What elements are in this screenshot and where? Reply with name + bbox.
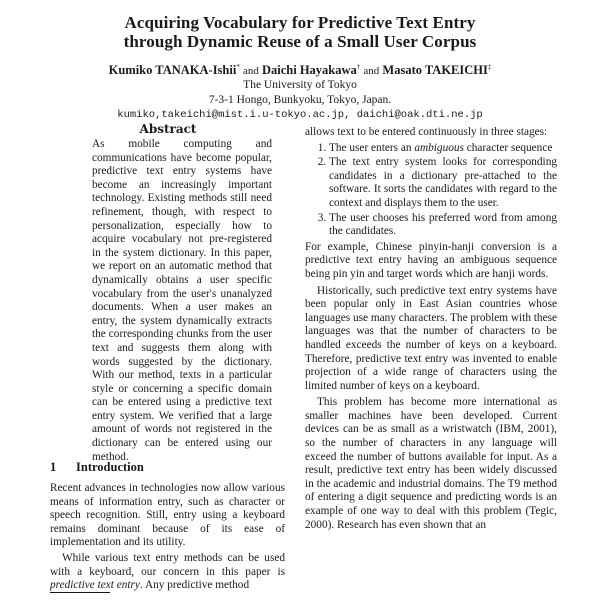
paragraph: allows text to be entered continuously in three stages: <box>305 126 548 138</box>
paper-title <box>0 13 600 51</box>
text-run: character sequence <box>463 141 553 154</box>
footnote-rule <box>50 592 110 593</box>
abstract-body: As mobile computing and communications have become popular, predictive text entry systems have become an increasingly important technology. Existing methods still need refinement, though, with respect to personalization, especially how to acquire vocabulary not pre-registered in the system dictionary. In this paper, we report on an automatic method that dynamically obtains a user specific vocabulary from the user's unanalyzed documents. When a user makes an entry, the system dynamically extracts the corresponding chunks from the user text and suggests them along with words suggested by the dictionary. With our method, texts in a particular style or concerning a specific domain can be entered using a predictive text entry system. We verified that a large amount of words not registered in the dictionary can be entered using our method. <box>92 138 272 463</box>
text-run: The text entry system looks for corresponding candidates in a dictionary pre-attached to the software. It sorts the candidates with regard to the context and displays them to the user. <box>329 156 557 209</box>
stage-list <box>305 142 557 239</box>
section-number: 1 <box>50 460 57 474</box>
text-run: The user chooses his preferred word from among the candidates. <box>329 211 557 238</box>
author-name: Daichi Hayakawa <box>261 63 357 78</box>
author-name: Kumiko TANAKA-Ishii <box>108 63 237 78</box>
emphasis: predictive text entry <box>50 579 140 592</box>
author-mark: * <box>236 63 240 71</box>
author-name: Masato TAKEICHI <box>382 63 488 78</box>
and-word: and <box>242 65 259 78</box>
author-mark: ‡ <box>487 63 492 71</box>
text-run: While various text entry methods can be used with a keyboard, our concern in this paper is <box>50 551 285 578</box>
and-word: and <box>363 65 380 78</box>
title-line-2: through Dynamic Reuse of a Small User Corpus <box>123 32 477 51</box>
section-heading <box>50 460 144 475</box>
list-item <box>329 156 557 210</box>
author-mark: † <box>356 63 361 71</box>
paragraph <box>50 552 285 593</box>
text-run: The user enters an <box>329 141 415 154</box>
paragraph: For example, Chinese pinyin-hanji conversion is a predictive text entry having an ambiguous sequence being pin yin and target words which are hanji words. <box>305 240 557 280</box>
list-item <box>329 142 557 156</box>
section-title: Introduction <box>76 460 144 474</box>
address: 7-3-1 Hongo, Bunkyoku, Tokyo, Japan. <box>208 94 392 107</box>
paper-header <box>0 0 600 123</box>
paragraph: Recent advances in technologies now allow various means of information entry, such as character or speech recognition. Still, entry using a keyboard remains dominant because of its ease of implementation and its utility. <box>50 482 285 549</box>
list-item <box>329 212 557 239</box>
paragraph: Historically, such predictive text entry systems have been popular only in East Asian countries whose languages use many characters. The problem with these languages was that the number of characters to be handled exceeds the number of keys on a keyboard. Therefore, predictive text entry was invented to enable projection of a wide range of characters using the limited number of keys on a keyboard. <box>305 284 558 392</box>
text-run: . Any predictive method <box>139 579 250 592</box>
title-line-1: Acquiring Vocabulary for Predictive Text Entry <box>124 13 476 32</box>
emails: kumiko,takeichi@mist.i.u-tokyo.ac.jp, daichi@oak.dti.ne.jp <box>117 109 483 122</box>
paragraph: This problem has become more international as smaller machines have been developed. Current devices can be as small as a wristwatch (IBM, 2001), so the number of characters in any language will exceed the number of buttons available for input. As a result, predictive text entry has been widely discussed in the academic and industrial domains. The T9 method of entering a digit sequence and predicting words is an example of one way to deal with this problem (Tegic, 2000). Research has even shown that an <box>305 396 557 531</box>
affiliation: The University of Tokyo <box>243 79 357 92</box>
introduction-body <box>50 482 285 593</box>
emphasis: ambiguous <box>414 141 464 154</box>
right-column <box>305 126 557 532</box>
author-list <box>0 60 600 78</box>
abstract-heading: Abstract <box>139 122 197 136</box>
